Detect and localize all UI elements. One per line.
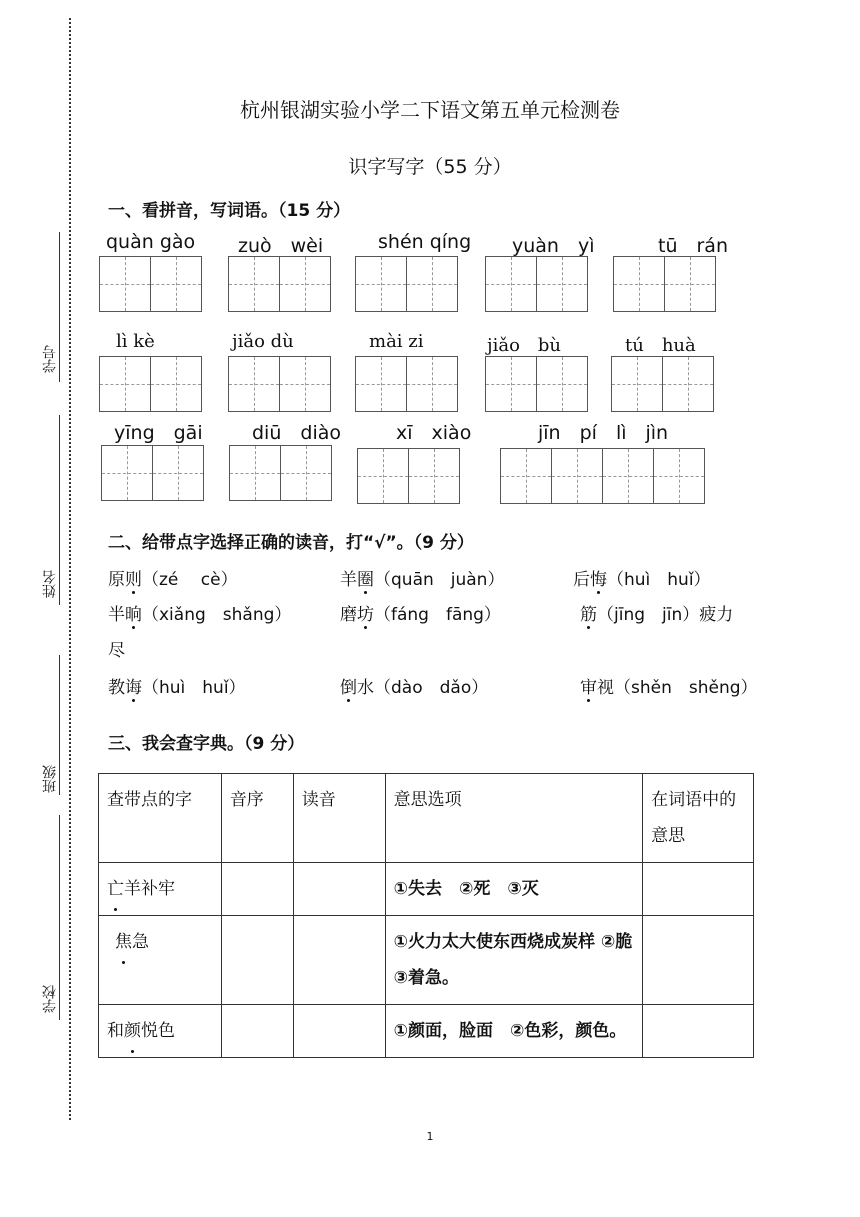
pinyin-options[interactable]: （huì huǐ）	[607, 570, 711, 590]
header-cell: 音序	[221, 774, 293, 863]
answer-cell[interactable]	[293, 863, 385, 916]
answer-cell[interactable]	[221, 863, 293, 916]
pinyin: xī xiào	[396, 422, 472, 444]
dotted-char: 悔	[590, 565, 607, 590]
dotted-char: 则	[125, 565, 142, 590]
writing-grid[interactable]	[355, 256, 458, 312]
dotted-char: 晌	[125, 600, 142, 625]
dotted-char: 亡	[107, 871, 124, 907]
pinyin-options[interactable]: （zé cè）	[142, 570, 238, 590]
school-label: 学校	[42, 985, 58, 1013]
reading-item-continued: 尽	[108, 641, 125, 661]
reading-item: 后悔（huì huǐ）	[573, 565, 711, 590]
writing-grid[interactable]	[99, 356, 202, 412]
pinyin-options[interactable]: （xiǎng shǎng）	[142, 605, 292, 625]
pinyin-options[interactable]: （shěn shěng）	[614, 678, 758, 698]
meaning-options-cell: ①火力太大使东西烧成炭样 ②脆 ③着急。	[385, 916, 643, 1005]
pinyin-options[interactable]: （fáng fāng）	[374, 605, 501, 625]
section3-heading: 三、我会查字典。（9 分）	[108, 734, 305, 754]
header-cell: 在词语中的意思	[643, 774, 754, 863]
writing-grid[interactable]	[228, 256, 331, 312]
word-cell: 焦急	[99, 916, 222, 1005]
header-cell: 意思选项	[385, 774, 643, 863]
reading-item: 倒水（dào dǎo）	[340, 673, 488, 698]
section1-heading: 一、看拼音，写词语。（15 分）	[108, 201, 351, 221]
dotted-char: 筋	[580, 600, 597, 625]
meaning-options-cell: ①颜面，脸面 ②色彩，颜色。	[385, 1005, 643, 1058]
reading-item: 羊圈（quān juàn）	[340, 565, 504, 590]
table-row	[99, 916, 754, 1005]
pinyin: shén qíng	[378, 231, 472, 253]
pinyin-options[interactable]: （quān juàn）	[374, 570, 505, 590]
pinyin: lì kè	[116, 331, 155, 352]
answer-cell[interactable]	[293, 916, 385, 1005]
pinyin: yīng gāi	[114, 422, 203, 444]
name-label: 姓名	[42, 570, 58, 598]
pinyin-options[interactable]: （huì huǐ）	[142, 678, 246, 698]
answer-cell[interactable]	[643, 863, 754, 916]
reading-item: 审视（shěn shěng）	[580, 673, 758, 698]
writing-grid[interactable]	[485, 256, 588, 312]
word-cell: 亡羊补牢	[99, 863, 222, 916]
page-subtitle: 识字写字（55 分）	[348, 156, 512, 178]
dotted-char: 诲	[125, 673, 142, 698]
writing-grid[interactable]	[99, 256, 202, 312]
writing-grid[interactable]	[500, 448, 705, 504]
meaning-options-cell: ①失去 ②死 ③灭	[385, 863, 643, 916]
table-row	[99, 863, 754, 916]
writing-grid[interactable]	[485, 356, 588, 412]
dotted-char: 审	[580, 673, 597, 698]
dotted-char: 焦	[115, 924, 132, 960]
answer-cell[interactable]	[221, 1005, 293, 1058]
writing-grid[interactable]	[101, 445, 204, 501]
pinyin: tú huà	[625, 335, 696, 356]
reading-item: 磨坊（fáng fāng）	[340, 600, 501, 625]
answer-cell[interactable]	[293, 1005, 385, 1058]
reading-item	[580, 600, 733, 625]
table-header-row	[99, 774, 754, 863]
section2-heading: 二、给带点字选择正确的读音，打“√”。（9 分）	[108, 533, 474, 553]
student-id-label: 学号	[42, 345, 58, 373]
dotted-char: 坊	[357, 600, 374, 625]
pinyin: tū rán	[658, 235, 728, 257]
class-label: 班级	[42, 765, 58, 793]
page-title: 杭州银湖实验小学二下语文第五单元检测卷	[240, 98, 620, 122]
writing-grid[interactable]	[611, 356, 714, 412]
pinyin: jīn pí lì jìn	[538, 422, 669, 444]
dotted-char: 倒	[340, 673, 357, 698]
dictionary-table	[98, 773, 754, 1058]
header-cell: 读音	[293, 774, 385, 863]
pinyin: mài zi	[369, 331, 424, 352]
dotted-char: 圈	[357, 565, 374, 590]
binding-dotted-line	[69, 18, 71, 1120]
answer-cell[interactable]	[643, 1005, 754, 1058]
writing-grid[interactable]	[357, 448, 460, 504]
writing-grid[interactable]	[355, 356, 458, 412]
pinyin: zuò wèi	[238, 235, 324, 257]
pinyin: yuàn yì	[512, 235, 595, 257]
header-cell: 查带点的字	[99, 774, 222, 863]
reading-item: 半晌（xiǎng shǎng）	[108, 600, 291, 625]
writing-grid[interactable]	[229, 445, 332, 501]
answer-cell[interactable]	[221, 916, 293, 1005]
pinyin-options[interactable]: （jīng jīn）疲力	[597, 605, 734, 625]
pinyin-options[interactable]: （dào dǎo）	[374, 678, 489, 698]
word-cell: 和颜悦色	[99, 1005, 222, 1058]
reading-item: 教诲（huì huǐ）	[108, 673, 246, 698]
reading-item: 原则（zé cè）	[108, 565, 238, 590]
writing-grid[interactable]	[613, 256, 716, 312]
pinyin: jiǎo dù	[232, 331, 294, 352]
table-row	[99, 1005, 754, 1058]
writing-grid[interactable]	[228, 356, 331, 412]
page-number: 1	[426, 1130, 434, 1143]
pinyin: diū diào	[252, 422, 341, 444]
pinyin: quàn gào	[106, 231, 196, 253]
dotted-char: 颜	[124, 1013, 141, 1049]
pinyin: jiǎo bù	[487, 335, 562, 356]
answer-cell[interactable]	[643, 916, 754, 1005]
